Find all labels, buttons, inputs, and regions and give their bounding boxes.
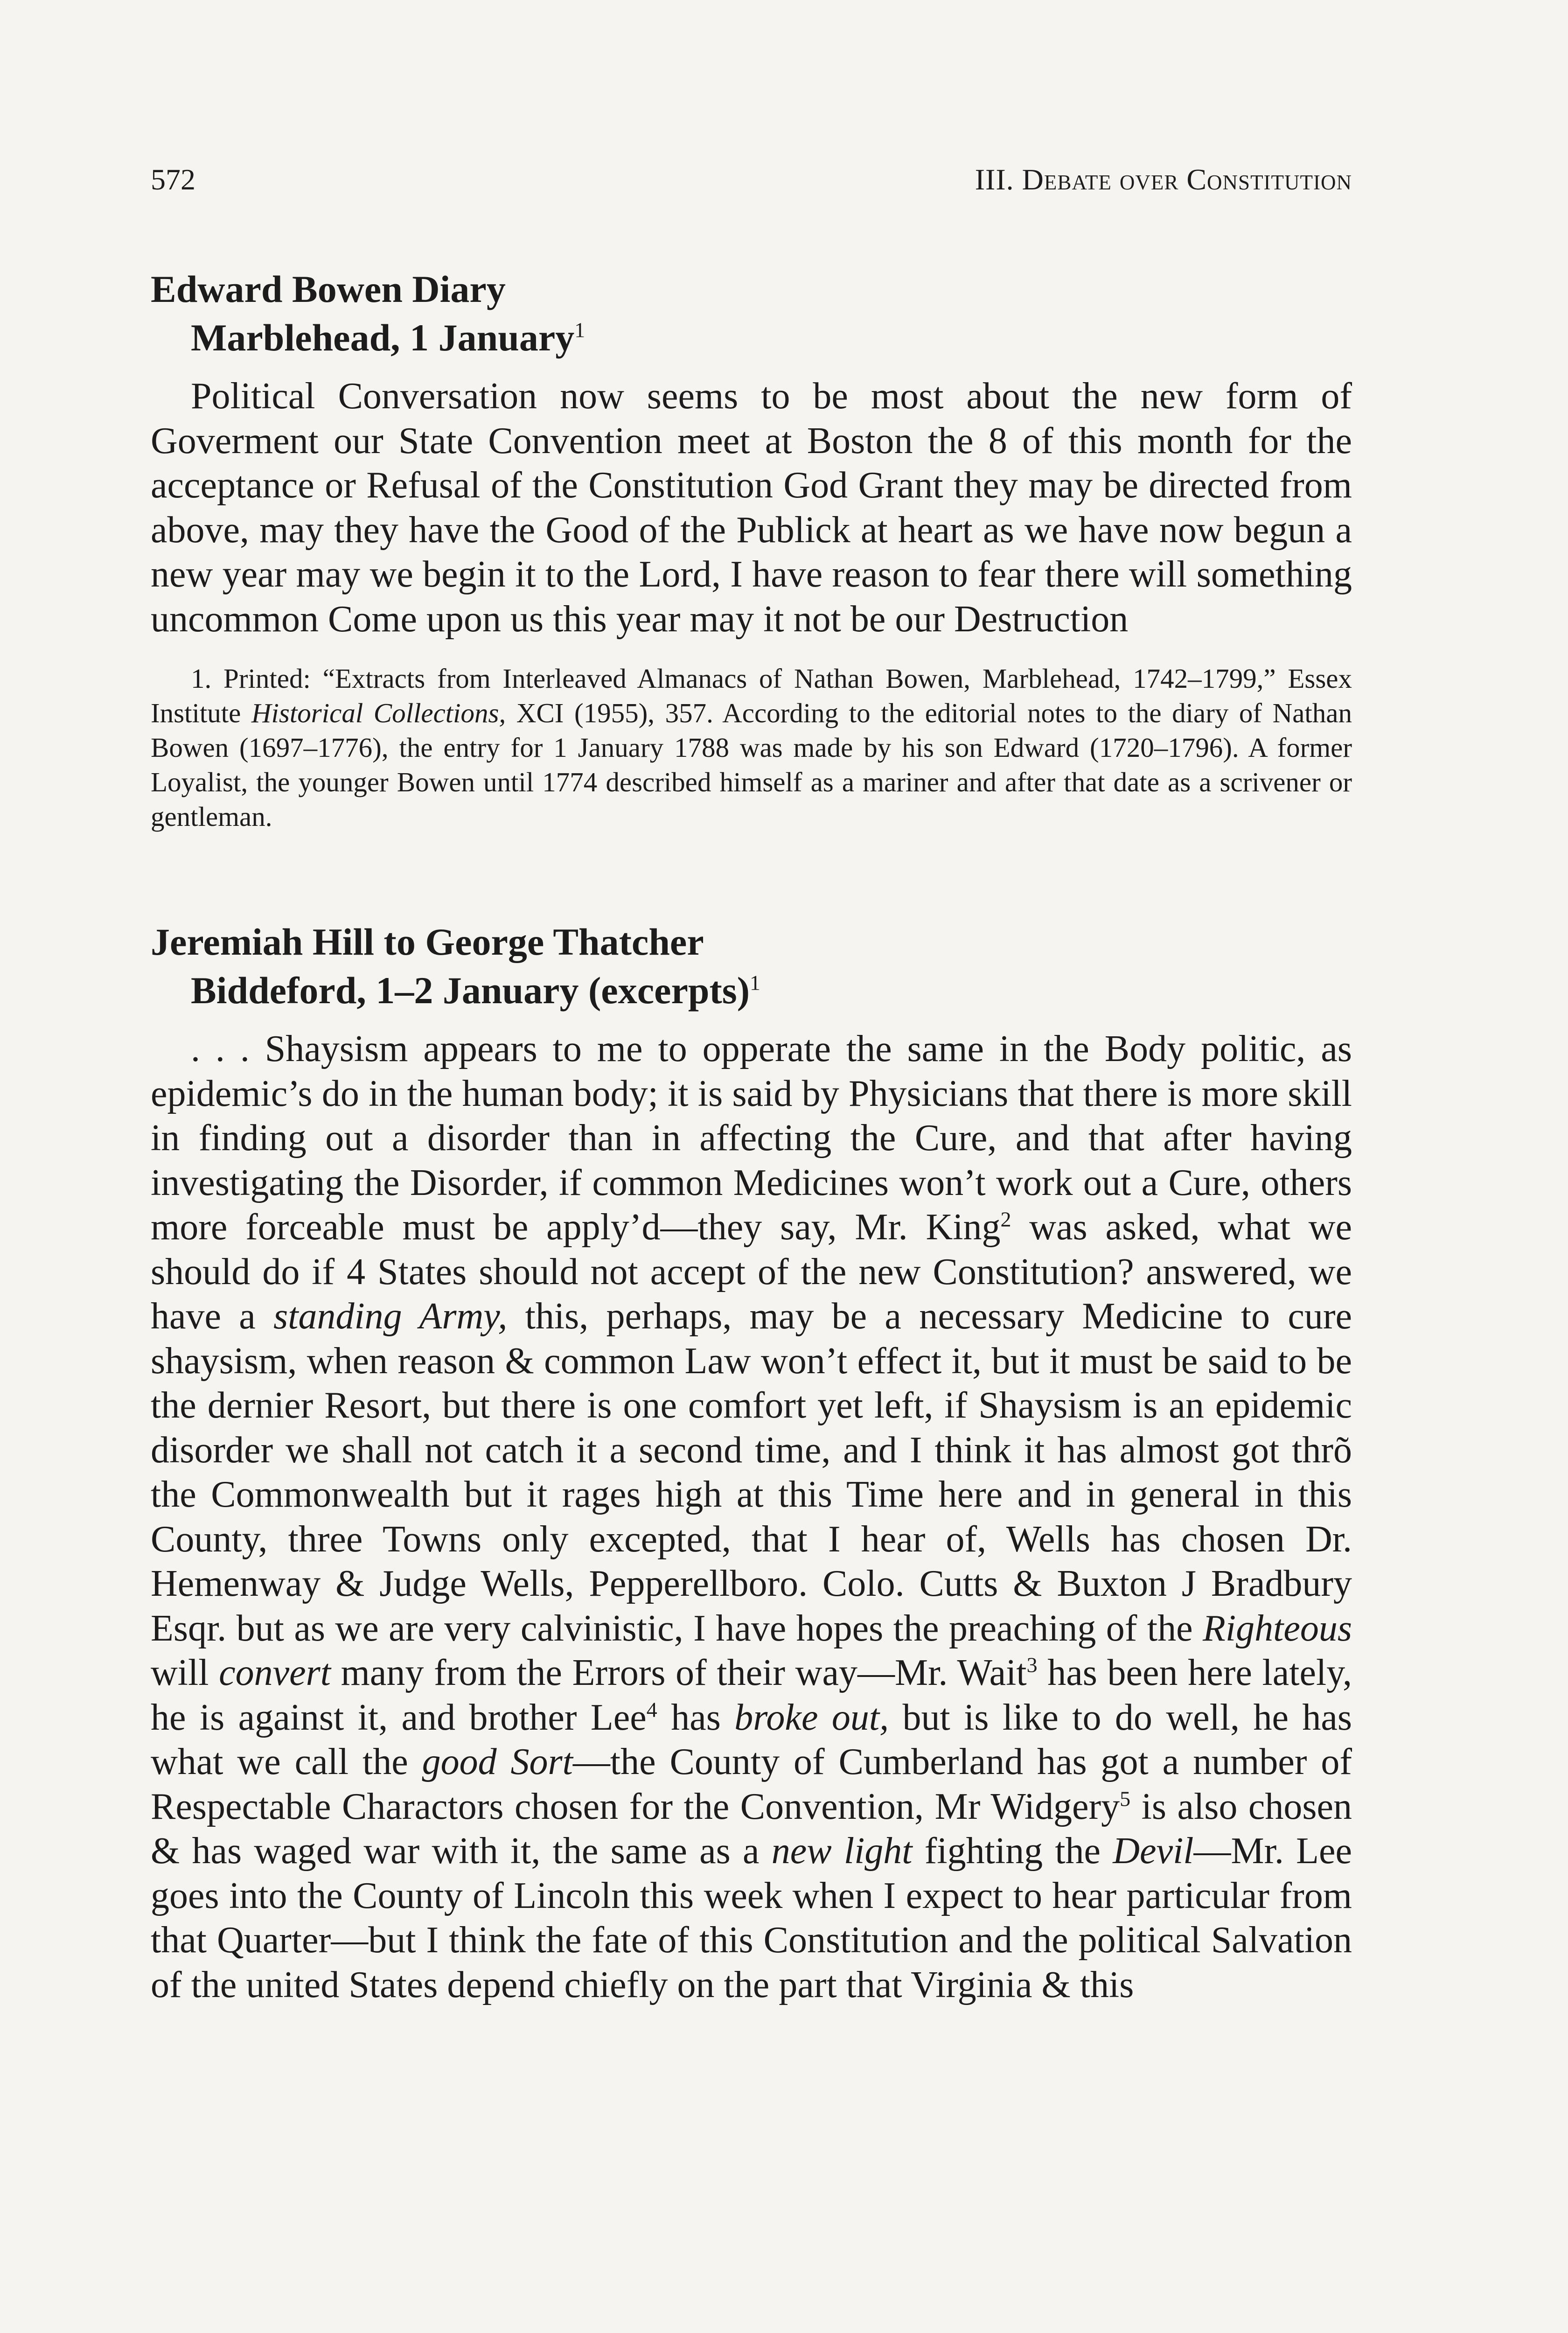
doc-place-date-text: Biddeford, 1–2 January (excerpts) xyxy=(191,969,750,1012)
doc-title: Edward Bowen Diary xyxy=(151,268,506,310)
text-run: —the County of Cumberland has got a number of Respectable Charactors chosen for the Convention, Mr Widgery xyxy=(151,1741,1352,1827)
text-run: —Mr. Lee goes into the County of Lincoln this week when I expect to hear particular from that Quarter—but I think the fate of this Constitution and the political Salvation of the united States depend chiefly on the part that Virginia & this xyxy=(151,1830,1352,2005)
text-run: fighting the xyxy=(912,1830,1113,1872)
italic-run: new light xyxy=(771,1830,913,1872)
note-reference: 1 xyxy=(750,971,761,995)
italic-run: broke out, xyxy=(734,1697,889,1738)
italic-run: Devil xyxy=(1113,1830,1194,1872)
italic-run: convert xyxy=(219,1652,331,1693)
italic-run: Righteous xyxy=(1203,1607,1352,1649)
running-head xyxy=(151,159,1352,201)
italic-run: standing Army, xyxy=(273,1296,508,1337)
doc-body xyxy=(151,1027,1352,2007)
note-reference: 2 xyxy=(1000,1207,1011,1231)
footnote xyxy=(151,661,1352,834)
italic-run: good Sort xyxy=(422,1741,573,1782)
doc-place-date-text: Marblehead, 1 January xyxy=(191,316,575,359)
doc-place-date xyxy=(151,966,1352,1015)
text-run: . . . Shaysism appears to me to opperate the same in the Body politic, as epidemic’s do in the human body; it is said by Physicians that there is more skill in finding out a disorder than in affecting the Cure, and that after having investigating the Disorder, if common Medicines won’t work out a Cure, others more forceable must be apply’d—they say, Mr. King xyxy=(151,1028,1352,1248)
note-reference: 3 xyxy=(1026,1653,1038,1677)
note-reference: 1 xyxy=(574,318,585,342)
document-hill-letter xyxy=(151,918,1352,2007)
document-bowen-diary xyxy=(151,265,1352,834)
footnote-italic: Historical Collections, xyxy=(251,698,506,728)
note-reference: 4 xyxy=(646,1697,657,1721)
page-number: 572 xyxy=(151,163,195,196)
text-run: many from the Errors of their way—Mr. Wait xyxy=(331,1652,1027,1693)
footnote-text-a: 1. Printed: “Extracts from Interleaved Almanacs of Nathan Bowen, Marblehead, 1742–1799,” Essex Institute xyxy=(151,663,1352,728)
text-run: has been here lately, he is against it, and brother Lee xyxy=(151,1652,1352,1738)
page xyxy=(151,159,1352,2007)
text-run: but is like to do well, he has what we call the xyxy=(151,1697,1352,1782)
text-run: will xyxy=(151,1652,219,1693)
text-run: is also chosen & has waged war with it, the same as a xyxy=(151,1786,1352,1872)
doc-place-date xyxy=(151,314,1352,362)
text-run: has xyxy=(657,1697,735,1738)
text-run: was asked, what we should do if 4 States should not accept of the new Constitution? answered, we have a xyxy=(151,1207,1352,1337)
note-reference: 5 xyxy=(1120,1786,1131,1810)
running-title: III. Debate over Constitution xyxy=(975,163,1352,196)
footnote-text-b: XCI (1955), 357. According to the editorial notes to the diary of Nathan Bowen (1697–1776), the entry for 1 January 1788 was made by his son Edward (1720–1796). A former Loyalist, the younger Bowen until 1774 described himself as a mariner and after that date as a scrivener or gentleman. xyxy=(151,698,1352,832)
text-run: this, perhaps, may be a necessary Medicine to cure shaysism, when reason & common Law won’t effect it, but it must be said to be the dernier Resort, but there is one comfort yet left, if Shaysism is an epidemic disorder we shall not catch it a second time, and I think it has almost got thrõ the Commonwealth but it rages high at this Time here and in general in this County, three Towns only excepted, that I hear of, Wells has chosen Dr. Hemenway & Judge Wells, Pepperellboro. Colo. Cutts & Buxton J Bradbury Esqr. but as we are very calvinistic, I have hopes the preaching of the xyxy=(151,1296,1352,1649)
doc-title: Jeremiah Hill to George Thatcher xyxy=(151,921,704,963)
doc-body: Political Conversation now seems to be most about the new form of Goverment our State Convention meet at Boston the 8 of this month for the acceptance or Refusal of the Constitution God Grant they may be directed from above, may they have the Good of the Publick at heart as we have now begun a new year may we begin it to the Lord, I have reason to fear there will something uncommon Come upon us this year may it not be our Destruction xyxy=(151,376,1352,640)
